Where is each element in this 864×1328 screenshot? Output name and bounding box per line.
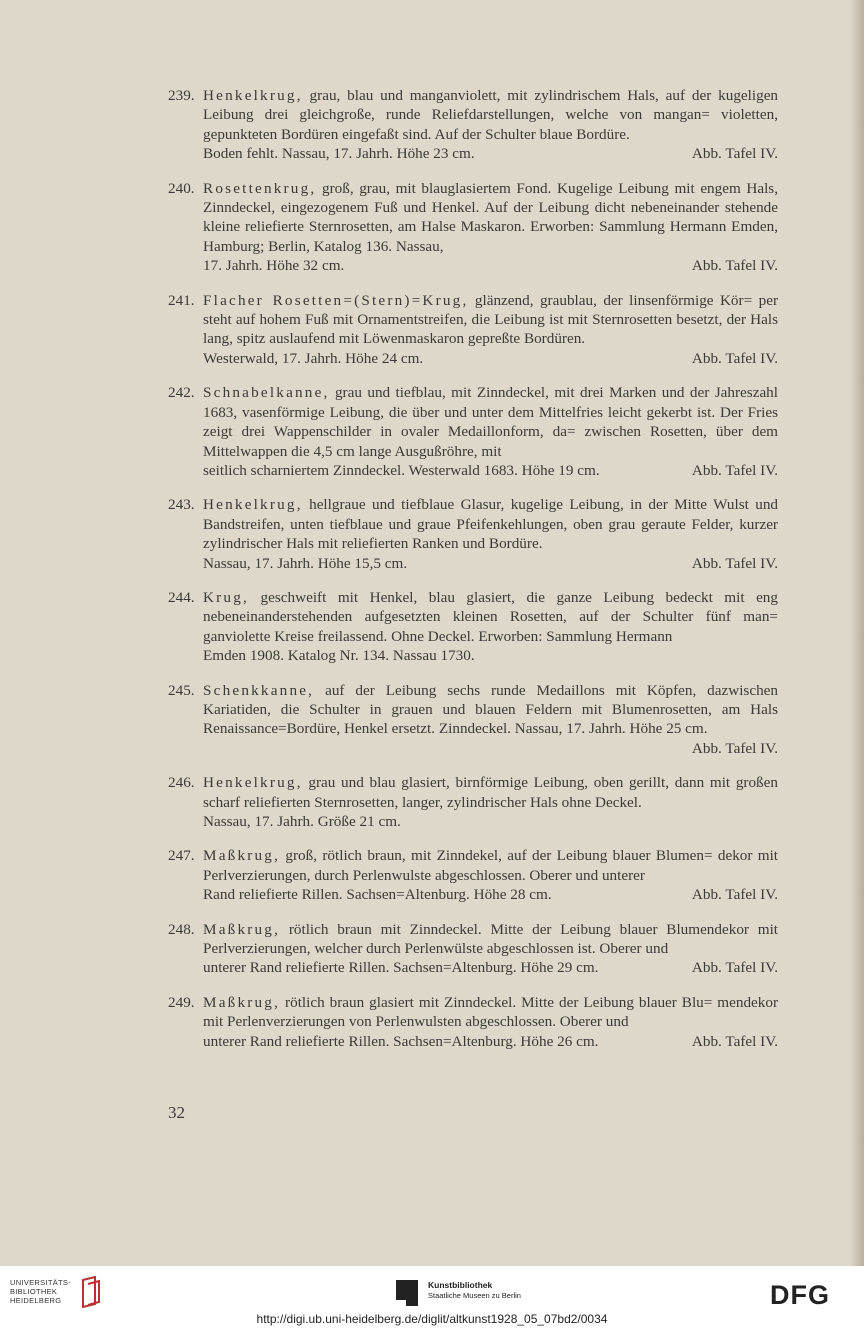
entry-number: 243. xyxy=(168,496,195,514)
entry-text xyxy=(203,681,778,759)
entry-last-line xyxy=(203,812,778,831)
entry-line: grau, blau und manganviolett, mit zylindrischem Hals, auf der xyxy=(309,87,712,104)
entry-plate-reference: Abb. Tafel IV. xyxy=(691,461,778,479)
entry-line: mit großen scharf reliefierten Sternrosetten, langer, zylindrischer Hals ohne Deckel. xyxy=(203,774,778,811)
entry-number: 246. xyxy=(168,774,195,792)
catalog-entry xyxy=(168,179,778,276)
entry-last-line xyxy=(203,1032,778,1051)
entry-line: grau und tiefblau, mit Zinndeckel, mit drei Marken und der xyxy=(334,384,710,402)
university-library-logo[interactable] xyxy=(10,1278,71,1305)
entry-line: ganviolette Kreise freilassend. Ohne Deckel. Erworben: Sammlung Hermann xyxy=(203,627,673,645)
entry-text xyxy=(203,383,778,480)
entry-line: engem Hals, Zinndeckel, eingezogenem Fuß und Henkel. Auf der Leibung dicht xyxy=(203,179,779,217)
catalog-entry xyxy=(168,993,778,1051)
entry-plate-reference: Abb. Tafel IV. xyxy=(691,257,778,275)
entry-text xyxy=(203,773,778,831)
entry-text xyxy=(203,86,778,164)
page-number: 32 xyxy=(168,1103,185,1122)
kb-subtitle: Staatliche Museen zu Berlin xyxy=(428,1291,521,1300)
entry-line: Wulst und Bandstreifen, unten tiefblaue und graue Pfeifenkehlungen, oben grau xyxy=(203,496,779,533)
entry-closing-text: Boden fehlt. Nassau, 17. Jahrh. Höhe 23 cm. xyxy=(203,145,475,163)
entry-title: Maßkrug, xyxy=(203,847,281,865)
entry-plate-reference: Abb. Tafel IV. xyxy=(691,349,778,367)
entry-number: 244. xyxy=(168,588,195,606)
entry-number: 242. xyxy=(168,384,195,402)
university-line-1: UNIVERSITÄTS- xyxy=(10,1278,71,1287)
dfg-logo[interactable]: DFG xyxy=(770,1280,830,1310)
entry-title: Rosettenkrug, xyxy=(203,179,317,197)
entry-title: Flacher Rosetten=(Stern)=Krug, xyxy=(203,291,469,309)
entry-title: Henkelkrug, xyxy=(203,774,303,792)
entry-closing-text: unterer Rand reliefierte Rillen. Sachsen=Altenburg. Höhe 26 cm. xyxy=(203,1032,599,1050)
entry-plate-reference: Abb. Tafel IV. xyxy=(691,959,778,977)
entry-number: 249. xyxy=(168,993,195,1011)
entry-closing-text: Nassau, 17. Jahrh. Größe 21 cm. xyxy=(203,813,401,830)
university-line-2: BIBLIOTHEK xyxy=(10,1287,58,1296)
entry-line: auf der Leibung sechs runde Medaillons mit Köpfen, dazwischen xyxy=(325,681,779,699)
entry-text xyxy=(203,588,778,666)
entry-title: Krug, xyxy=(203,588,250,606)
catalog-entry xyxy=(168,291,778,369)
entry-number: 241. xyxy=(168,291,195,309)
entry-text xyxy=(203,495,778,573)
entry-plate-reference: Abb. Tafel IV. xyxy=(691,739,778,757)
catalog-entry xyxy=(168,846,778,904)
entry-closing-text: seitlich scharniertem Zinndeckel. Westerwald 1683. Höhe 19 cm. xyxy=(203,461,600,479)
catalog-entry xyxy=(168,86,778,164)
entry-plate-reference: Abb. Tafel IV. xyxy=(691,554,778,572)
entry-line: mit Perlverzierungen, welcher durch Perlenwülste abgeschlossen ist. Oberer und xyxy=(203,920,779,958)
entry-line: rötlich braun mit Zinndeckel. Mitte der Leibung blauer Blumendekor xyxy=(288,920,749,938)
entry-line: kugeligen Leibung drei gleichgroße, runde Reliefdarstellungen, welche von mangan= xyxy=(203,87,779,124)
entry-text xyxy=(203,993,778,1051)
catalog-entry xyxy=(168,773,778,831)
entry-text xyxy=(203,179,778,276)
entry-title: Schnabelkanne, xyxy=(203,384,330,402)
viewer-footer xyxy=(0,1266,864,1308)
entry-last-line xyxy=(203,461,778,480)
entry-line: Jahreszahl 1683, vasenförmige Leibung, die über und unter dem Mittelfries leicht xyxy=(203,384,778,421)
entry-closing-text: Nassau, 17. Jahrh. Höhe 15,5 cm. xyxy=(203,554,408,572)
kunstbibliothek-logo-icon xyxy=(396,1280,418,1306)
entry-last-line xyxy=(203,554,778,573)
catalog-entry xyxy=(168,588,778,666)
entry-closing-text: Emden 1908. Katalog Nr. 134. Nassau 1730. xyxy=(203,647,475,665)
entry-line: gekerbt ist. Der Fries zeigt drei Wappenschilder in ovaler Medaillonform, da= xyxy=(203,403,779,441)
entry-last-line xyxy=(203,144,778,163)
entry-line: dekor mit Perlverzierungen, durch Perlenwulste abgeschlossen. Oberer und unterer xyxy=(203,847,779,884)
entry-plate-reference: Abb. Tafel IV. xyxy=(691,886,778,904)
entry-line: Renaissance=Bordüre, Henkel ersetzt. Zinndeckel. Nassau, 17. Jahrh. Höhe 25 cm. xyxy=(203,720,708,738)
catalog-entry xyxy=(168,920,778,978)
entry-title: Henkelkrug, xyxy=(203,496,303,514)
entry-title: Henkelkrug, xyxy=(203,87,303,104)
entry-closing-text: unterer Rand reliefierte Rillen. Sachsen=Altenburg. Höhe 29 cm. xyxy=(203,959,599,977)
entry-plate-reference: Abb. Tafel IV. xyxy=(691,145,778,163)
entry-line: groß, rötlich braun, mit Zinndekel, auf der Leibung blauer Blumen= xyxy=(285,847,713,865)
entry-number: 245. xyxy=(168,681,195,699)
entry-line: Kariatiden, die Schulter in grauen und blauen Feldern mit Blumenrosetten, am Hals xyxy=(203,700,778,718)
entry-line: geraute Felder, kurzer zylindrischer Hals mit reliefierten Ranken und Bordüre. xyxy=(203,515,778,553)
entry-closing-text: 17. Jahrh. Höhe 32 cm. xyxy=(203,257,345,275)
entry-title: Maßkrug, xyxy=(203,993,281,1011)
entry-line: violetten, gepunkteten Bordüren eingefaßt sind. Auf der Schulter blaue Bordüre. xyxy=(203,106,778,143)
entry-number: 248. xyxy=(168,920,195,938)
entry-title: Maßkrug, xyxy=(203,920,281,938)
catalog-entry xyxy=(168,383,778,480)
permalink-url[interactable]: http://digi.ub.uni-heidelberg.de/diglit/altkunst1928_05_07bd2/0034 xyxy=(256,1312,608,1326)
entry-line: nebeneinanderstehenden aufgesetzten kleinen Rosetten, auf der Schulter fünf man= xyxy=(203,608,778,626)
entry-line: geschweift mit Henkel, blau glasiert, die ganze Leibung bedeckt mit eng xyxy=(260,588,778,606)
entry-plate-reference: Abb. Tafel IV. xyxy=(691,1032,778,1050)
entry-line: hellgraue und tiefblaue Glasur, kugelige Leibung, in der Mitte xyxy=(309,496,708,514)
entry-line: nebeneinander stehende kleine reliefierte Sternrosetten, am Halse Maskaron. xyxy=(203,199,779,236)
entry-last-line xyxy=(203,646,778,665)
entry-closing-text: Westerwald, 17. Jahrh. Höhe 24 cm. xyxy=(203,349,424,367)
kunstbibliothek-logo[interactable] xyxy=(428,1280,521,1301)
entry-line: zwischen Rosetten, über dem Mittelwappen die 4,5 cm lange Ausgußröhre, mit xyxy=(203,423,778,460)
entry-line: Erworben: Sammlung Hermann Emden, Hamburg; Berlin, Katalog 136. Nassau, xyxy=(203,218,778,255)
entry-text xyxy=(203,291,778,369)
entry-line: mendekor mit Perlenverzierungen von Perlenwulsten abgeschlossen. Oberer und xyxy=(203,993,779,1031)
entry-last-line xyxy=(203,349,778,368)
entry-number: 239. xyxy=(168,87,195,104)
entry-last-line xyxy=(203,885,778,904)
kb-title: Kunstbibliothek xyxy=(428,1280,493,1290)
entry-line: glänzend, graublau, der linsenförmige Kör= xyxy=(474,291,753,309)
catalog-entries xyxy=(168,86,778,1066)
university-line-3: HEIDELBERG xyxy=(10,1296,62,1305)
entry-line: besetzt, der Hals lang, spitz auslaufend mit Löwenmaskaron gepreßte Bordüren. xyxy=(203,311,778,348)
entry-number: 240. xyxy=(168,179,195,197)
entry-line: per steht auf hohem Fuß mit Ornamentstreifen, die Leibung ist mit Sternrosetten xyxy=(203,291,779,329)
entry-last-line xyxy=(203,958,778,977)
entry-line: groß, grau, mit blauglasiertem Fond. Kugelige Leibung mit xyxy=(321,179,695,197)
entry-text xyxy=(203,846,778,904)
entry-text xyxy=(203,920,778,978)
catalog-entry xyxy=(168,681,778,759)
entry-number: 247. xyxy=(168,847,195,865)
entry-line: rötlich braun glasiert mit Zinndeckel. Mitte der Leibung blauer Blu= xyxy=(285,993,713,1011)
heidelberg-logo-icon xyxy=(80,1276,102,1308)
entry-line: grau und blau glasiert, birnförmige Leibung, oben gerillt, dann xyxy=(308,774,705,792)
entry-title: Schenkkanne, xyxy=(203,681,315,699)
catalog-entry xyxy=(168,495,778,573)
entry-closing-text: Rand reliefierte Rillen. Sachsen=Altenburg. Höhe 28 cm. xyxy=(203,886,552,904)
entry-last-line xyxy=(203,256,778,275)
